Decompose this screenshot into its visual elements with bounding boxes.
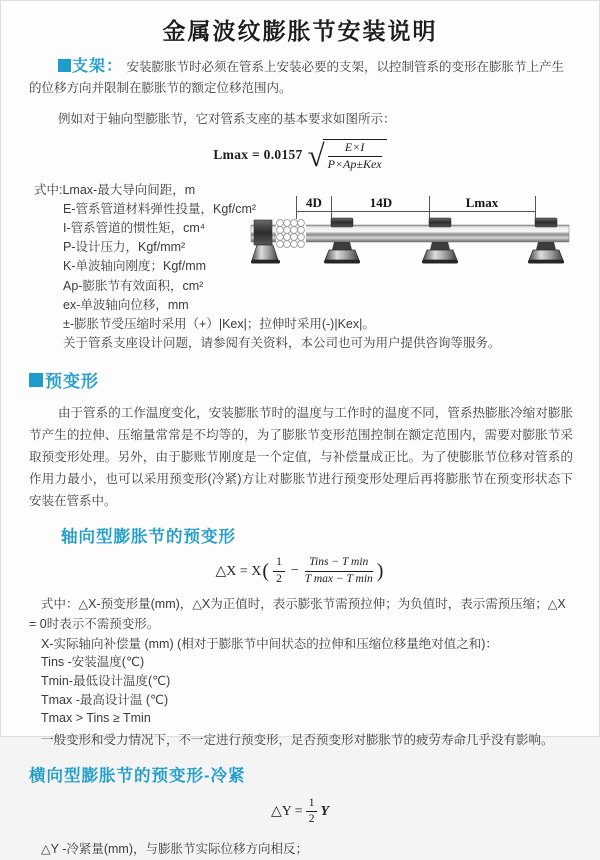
lateral-coldpull-formula: [1, 797, 599, 826]
lmax-formula-lhs: Lmax = 0.0157: [213, 147, 303, 163]
support-closing-text: 关于管系支座设计问题，请参阅有关资料，本公司也可为用户提供咨询等服务。: [63, 336, 501, 351]
definition-line: ±-膨胀节受压缩时采用（+）|Kex|；拉伸时采用(-)|Kex|。: [63, 317, 375, 332]
pipe-support-diagram: [251, 191, 599, 293]
lmax-radicand: [323, 139, 387, 172]
definition-line: Tmax -最高设计温 (℃): [41, 692, 169, 707]
axial-explain-text: 式中：△X-预变形量(mm)，△X为正值时，表示膨张节需预拉伸；为负值时，表示需预压缩；△X = 0时表示不需预变形。: [29, 596, 566, 631]
axial-frac1-num: 1: [273, 556, 285, 571]
lmax-denominator: P×Ap±Kex: [327, 156, 382, 171]
predeform-body-text: 由于管系的工作温度变化，安装膨胀节时的温度与工作时的温度不同，管系热膨胀冷缩对膨胀节产生的拉伸、压缩量常常是不均等的，为了膨胀节变形范围控制在额定范围内，需要对膨胀节采取预变形处理。另外，由于膨账节刚度是一个定值，与补偿量成正比。为了使膨胀节位移对管系的作用力最小，也可以采用预变形(冷紧)方让对膨胀节进行预变形处理后再将膨胀节在预变形状态下安装在管系中。: [29, 406, 573, 509]
lateral-subsection-heading: 横向型膨胀节的预变形-冷紧: [29, 766, 246, 785]
predeform-heading-label: 预变形: [45, 372, 99, 392]
lateral-frac-num: 1: [306, 797, 318, 812]
lateral-formula-rhs: Y: [320, 803, 330, 819]
definition-line: P-设计压力，Kgf/mm²: [63, 240, 186, 255]
definition-line: X-实际轴向补偿量 (mm) (相对于膨胀节中间状态的拉伸和压缩位移量绝对值之和)：: [41, 636, 498, 651]
support-intro-text: 安装膨胀节时必须在管系上安装必要的支架，以控制管系的变形在膨胀节上产生的位移方向并限制在膨胀节的额定位移范围内。: [29, 60, 565, 95]
axial-subsection-heading: 轴向型膨胀节的预变形: [61, 528, 236, 547]
lmax-numerator: E×I: [328, 141, 382, 157]
support-section-heading: 支架：: [72, 58, 124, 75]
definition-line: E-管系管道材料弹性投量，Kgf/cm²: [63, 201, 257, 216]
section-bullet-icon: [58, 59, 71, 72]
dimension-label-4d: 4D: [306, 195, 322, 210]
definition-line: Tmax > Tins ≥ Tmin: [41, 711, 151, 726]
dimension-label-14d: 14D: [369, 195, 393, 210]
dimension-label-lmax: Lmax: [465, 195, 499, 210]
axial-variable-definitions: [41, 635, 573, 728]
support-example-text: 例如对于轴向型膨胀节，它对管系支座的基本要求如图所示：: [58, 112, 396, 126]
axial-note-text: 一般变形和受力情况下，不一定进行预变形，足否预变形对膨胀节的疲劳寿命几乎没有影响。: [41, 732, 554, 747]
definition-line: Tins -安装温度(℃): [41, 655, 145, 670]
lateral-note-text: △Y -冷紧量(mm)，与膨胀节实际位移方向相反；: [41, 842, 309, 857]
axial-frac2-den: T max − T min: [304, 572, 373, 585]
radical-sign-icon: √: [307, 138, 325, 174]
axial-formula-lhs: △X = X: [215, 563, 262, 579]
definition-line: K-单波轴向刚度；Kgf/mm: [63, 259, 207, 274]
axial-preset-formula: [1, 556, 599, 585]
close-paren: ): [376, 560, 384, 583]
definition-line: 式中:Lmax-最大导向间距，m: [34, 182, 196, 197]
definition-line: ex-单波轴向位移，mm: [63, 297, 189, 312]
page-title: 金属波纹膨胀节安装说明: [162, 18, 438, 44]
bellows-icon: [276, 219, 306, 248]
support-intro-paragraph: [29, 56, 573, 99]
open-paren: (: [262, 560, 270, 583]
axial-frac1-den: 2: [276, 572, 282, 585]
axial-frac2-num: Tins − T min: [305, 556, 373, 571]
definition-line: Tmin-最低设计温度(℃): [41, 674, 171, 689]
minus-operator: −: [290, 563, 299, 579]
section-bullet-icon: [29, 373, 43, 387]
predeform-section-heading: [29, 367, 599, 392]
lateral-frac-den: 2: [308, 813, 315, 826]
lateral-formula-lhs: △Y =: [270, 804, 303, 820]
lmax-formula: [1, 139, 599, 172]
definition-line: Ap-膨胀节有效面积，cm²: [63, 278, 204, 293]
definition-line: I-管系管道的惯性矩，cm⁴: [63, 221, 206, 235]
